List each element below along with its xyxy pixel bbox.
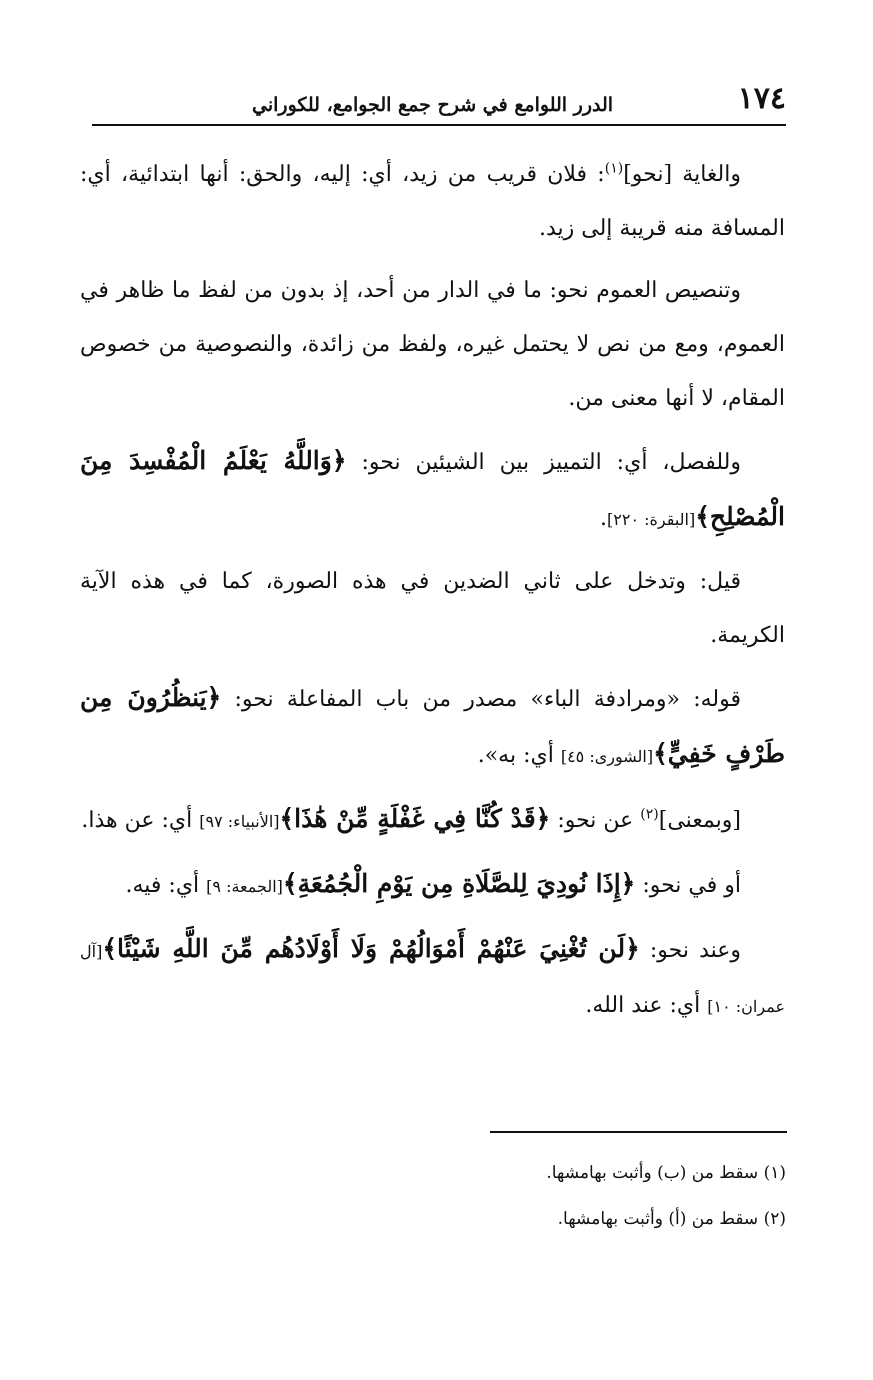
paragraph-text: : فلان قريب من زيد، أي: إليه، والحق: أنها ابتدائية، أي: المسافة منه قريبة إلى زيد. bbox=[80, 162, 785, 241]
quran-verse: ﴿وَاللَّهُ يَعْلَمُ الْمُفْسِدَ مِنَ الْمُصْلِحِ﴾ bbox=[80, 446, 785, 531]
page-header bbox=[92, 82, 786, 126]
paragraph-inda bbox=[80, 922, 785, 1034]
paragraph-text: . bbox=[600, 506, 608, 531]
paragraph-text: قوله: «ومرادفة الباء» مصدر من باب المفاعلة نحو: bbox=[221, 687, 741, 712]
verse-reference: [الجمعة: ٩] bbox=[206, 877, 283, 896]
paragraph-text: وعند نحو: bbox=[639, 938, 742, 963]
footnote-divider bbox=[490, 1131, 787, 1133]
paragraph-text: أي: عن هذا. bbox=[81, 808, 200, 833]
footnotes bbox=[200, 1150, 786, 1242]
paragraph-text: [وبمعنى] bbox=[658, 808, 741, 833]
paragraph-fasl bbox=[80, 434, 785, 547]
quran-verse: ﴿إِذَا نُودِيَ لِلصَّلَاةِ مِن يَوْمِ الْجُمُعَةِ﴾ bbox=[282, 869, 636, 898]
footnote-2: (٢) سقط من (أ) وأثبت بهامشها. bbox=[557, 1209, 786, 1229]
paragraph-fi bbox=[80, 857, 785, 914]
paragraph-text: وتنصيص العموم نحو: ما في الدار من أحد، إذ بدون من لفظ ما ظاهر في العموم، ومع من نص لا يحتمل غيره، ولفظ من زائدة، والنصوصية من خصوص المقام، لا أنها معنى من. bbox=[80, 278, 785, 411]
paragraph-text: أو في نحو: bbox=[635, 873, 741, 898]
paragraph-text: أي: به». bbox=[477, 743, 561, 768]
footnote-marker: (٢) bbox=[640, 806, 659, 823]
paragraph-text: عن نحو: bbox=[550, 808, 641, 833]
paragraph-text: والغاية [نحو] bbox=[623, 162, 741, 187]
verse-reference: [البقرة: ٢٢٠] bbox=[607, 510, 696, 529]
paragraph-text: أي: فيه. bbox=[125, 873, 207, 898]
verse-reference: [الشورى: ٤٥] bbox=[560, 747, 654, 766]
page-number: ١٧٤ bbox=[737, 81, 786, 116]
verse-reference: [آل عمران: ١٠] bbox=[80, 942, 785, 1016]
footnote-1: (١) سقط من (ب) وأثبت بهامشها. bbox=[546, 1163, 786, 1183]
verse-reference: [الأنبياء: ٩٧] bbox=[199, 812, 280, 831]
paragraph-an bbox=[80, 792, 785, 849]
paragraph-text: وللفصل، أي: التمييز بين الشيئين نحو: bbox=[346, 450, 741, 475]
quran-verse: ﴿لَن تُغْنِيَ عَنْهُمْ أَمْوَالُهُمْ وَلَا أَوْلَادُهُم مِّنَ اللَّهِ شَيْئًا﴾ bbox=[102, 934, 640, 963]
running-title: الدرر اللوامع في شرح جمع الجوامع، للكوراني bbox=[252, 94, 614, 116]
paragraph-baa bbox=[80, 671, 785, 784]
quran-verse: ﴿يَنظُرُونَ مِن طَرْفٍ خَفِيٍّ﴾ bbox=[80, 683, 785, 768]
paragraph-tansis bbox=[80, 264, 785, 426]
main-text bbox=[80, 148, 785, 1042]
paragraph-qila bbox=[80, 555, 785, 663]
footnote-marker: (١) bbox=[604, 160, 624, 177]
quran-verse: ﴿قَدْ كُنَّا فِي غَفْلَةٍ مِّنْ هَٰذَا﴾ bbox=[279, 804, 551, 833]
paragraph-text: أي: عند الله. bbox=[585, 993, 708, 1018]
paragraph-text: قيل: وتدخل على ثاني الضدين في هذه الصورة، كما في هذه الآية الكريمة. bbox=[80, 569, 785, 648]
paragraph-ghaya bbox=[80, 148, 785, 256]
